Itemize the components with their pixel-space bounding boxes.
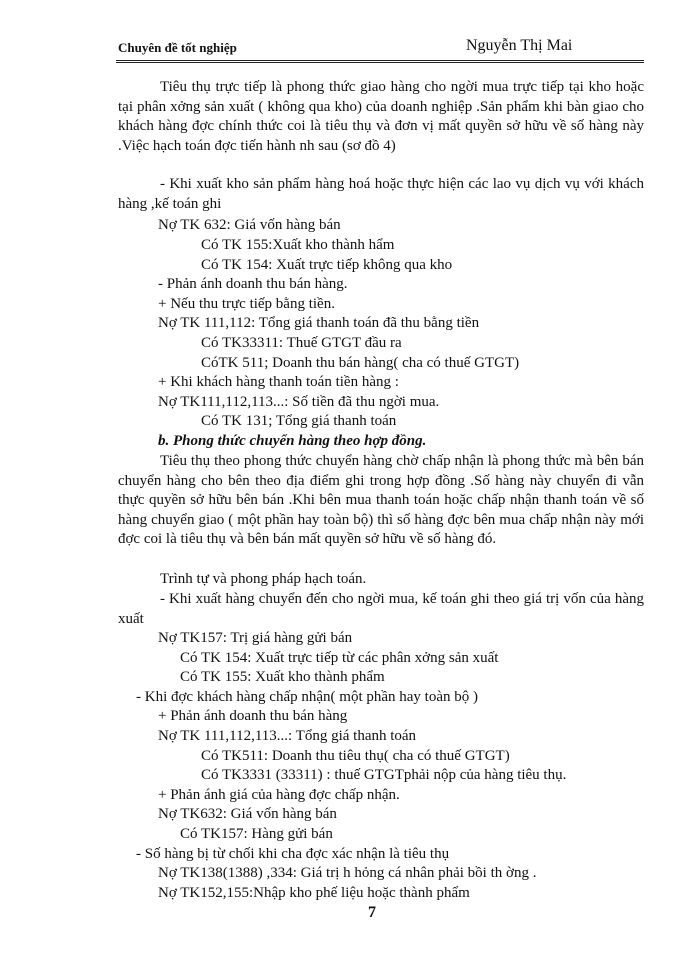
journal-line: + Khi khách hàng thanh toán tiền hàng :: [158, 374, 399, 390]
journal-line: Trình tự và phong pháp hạch toán.: [160, 571, 367, 587]
author-name: Nguyễn Thị Mai: [466, 37, 573, 54]
header-rule: [116, 60, 644, 63]
journal-line: Nợ TK111,112,113...: Số tiền đã thu ngời mua.: [158, 394, 440, 410]
journal-line: Có TK157: Hàng gửi bán: [180, 826, 333, 842]
journal-line: - Phản ánh doanh thu bán hàng.: [158, 276, 348, 292]
journal-line: Nợ TK 111,112: Tổng giá thanh toán đã thu bằng tiền: [158, 315, 480, 331]
journal-line: - Số hàng bị từ chối khi cha đợc xác nhận là tiêu thụ: [136, 846, 450, 862]
journal-line: Có TK33311: Thuế GTGT đầu ra: [201, 335, 402, 351]
journal-line: Có TK 154: Xuất trực tiếp không qua kho: [201, 257, 453, 273]
journal-line: Nợ TK 111,112,113...: Tổng giá thanh toán: [158, 728, 417, 744]
journal-line: Có TK511: Doanh thu tiêu thụ( cha có thuế GTGT): [201, 748, 510, 764]
paragraph-consignment-entry: - Khi xuất hàng chuyển đến cho ngời mua, kế toán ghi theo giá trị vốn của hàng xuất: [118, 591, 644, 627]
journal-line: Có TK 155: Xuất kho thành phẩm: [180, 669, 385, 685]
journal-line: - Khi đợc khách hàng chấp nhận( một phần hay toàn bộ ): [136, 689, 478, 705]
paragraph-consignment: Tiêu thụ theo phong thức chuyển hàng chờ chấp nhận là phong thức mà bên bán chuyển hàng cho bên theo địa điểm ghi trong hợp đồng .Số hàng này chuyển đi vẫn thực quyền sở hữu bên bán .Khi bên mua thanh toán hoặc chấp nhận thanh toán về số hàng chuyển giao ( một phần hay toàn bộ) thì số hàng đợc bên mua chấp nhận này mới đợc coi là tiêu thụ và bên bán mất quyền sở hữu về số hàng đó.: [118, 453, 644, 547]
journal-line: CóTK 511; Doanh thu bán hàng( cha có thuế GTGT): [201, 355, 520, 371]
journal-line: Có TK3331 (33311) : thuế GTGTphải nộp của hàng tiêu thụ.: [201, 767, 567, 783]
journal-line: + Phản ánh doanh thu bán hàng: [158, 708, 348, 724]
paragraph-export-entry: - Khi xuất kho sản phẩm hàng hoá hoặc thực hiện các lao vụ dịch vụ với khách hàng ,kế toán ghi: [118, 176, 644, 212]
journal-line: Có TK 154: Xuất trực tiếp từ các phân xởng sản xuất: [180, 650, 499, 666]
journal-line: Nợ TK 632: Giá vốn hàng bán: [158, 217, 341, 233]
journal-line: Nợ TK152,155:Nhập kho phế liệu hoặc thành phẩm: [158, 885, 470, 901]
journal-line: Nợ TK157: Trị giá hàng gửi bán: [158, 630, 353, 646]
document-subject: Chuyên đề tốt nghiệp: [118, 40, 237, 55]
journal-line: Có TK 155:Xuất kho thành hẩm: [201, 237, 395, 253]
journal-line: Nợ TK138(1388) ,334: Giá trị h hỏng cá nhân phải bồi th ờng .: [158, 865, 537, 881]
journal-line: Có TK 131; Tổng giá thanh toán: [201, 413, 397, 429]
section-heading: b. Phong thức chuyển hàng theo hợp đồng.: [158, 433, 427, 449]
paragraph-direct-sales: Tiêu thụ trực tiếp là phong thức giao hàng cho ngời mua trực tiếp tại kho hoặc tại phân xởng sản xuất ( không qua kho) của doanh nghiệp .Sản phẩm khi bàn giao cho khách hàng đợc chính thức coi là tiêu thụ và đơn vị mất quyền sở hữu về số hàng này .Việc hạch toán đợc tiến hành nh sau (sơ đồ 4): [118, 79, 644, 154]
journal-line: + Phản ánh giá của hàng đợc chấp nhận.: [158, 787, 400, 803]
journal-line: Nợ TK632: Giá vốn hàng bán: [158, 806, 337, 822]
journal-line: + Nếu thu trực tiếp bằng tiền.: [158, 296, 335, 312]
page-number: 7: [368, 904, 376, 921]
